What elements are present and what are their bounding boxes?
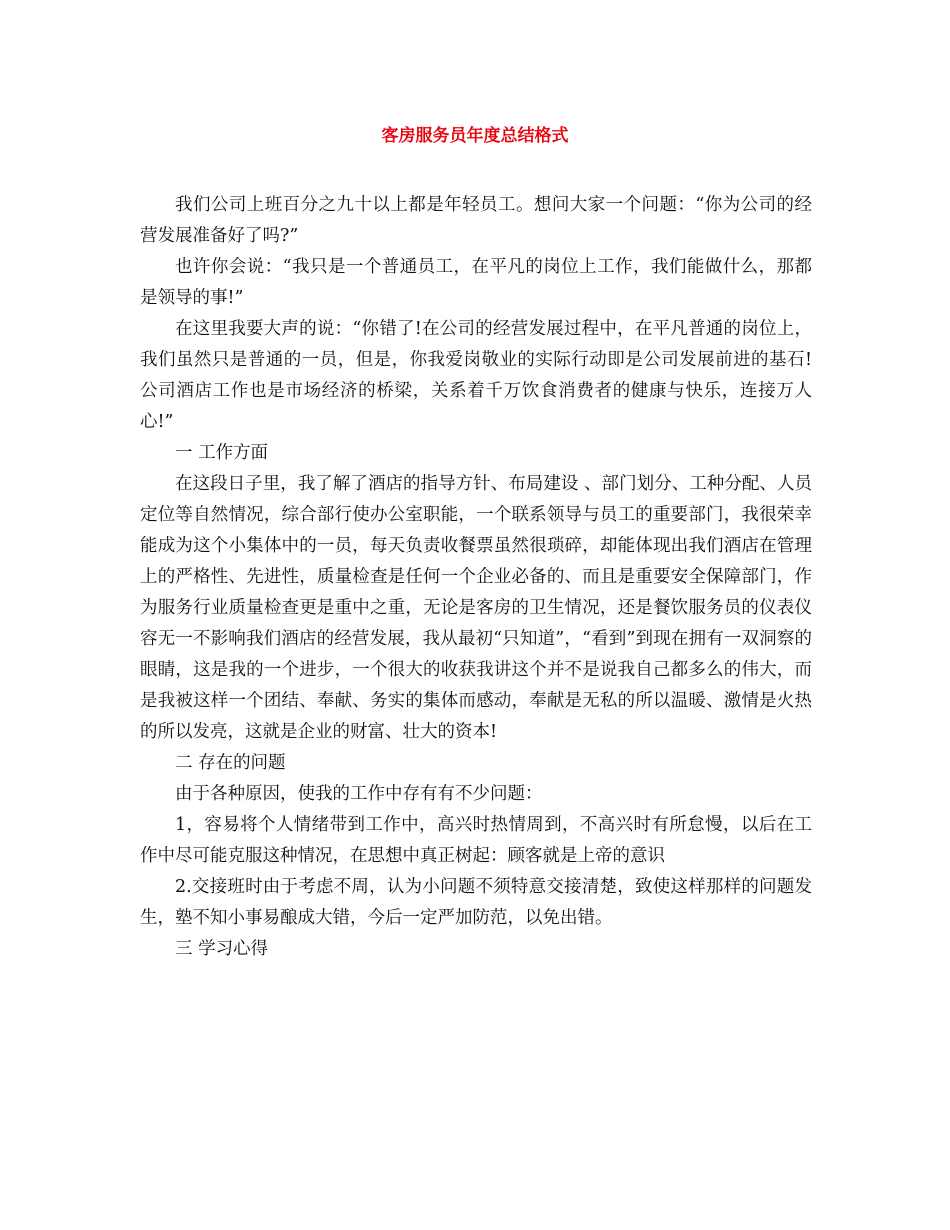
paragraph-problems-intro: 由于各种原因，使我的工作中存有有不少问题：	[175, 784, 543, 804]
document-body	[140, 190, 812, 965]
paragraph-ordinary-staff: 也许你会说：“我只是一个普通员工，在平凡的岗位上工作，我们能做什么，那都是领导的事!”	[140, 257, 812, 308]
paragraph-work-details: 在这段日子里，我了解了酒店的指导方针、布局建设 、部门划分、工种分配、人员定位等自然情况，综合部行使办公室职能，一个联系领导与员工的重要部门，我很荣幸能成为这个小集体中的一员，每天负责收餐票虽然很琐碎，却能体现出我们酒店在管理上的严格性、先进性，质量检查是任何一个企业必备的、而且是重要安全保障部门，作为服务行业质量检查更是重中之重，无论是客房的卫生情况，还是餐饮服务员的仪表仪容无一不影响我们酒店的经营发展，我从最初“只知道”，“看到”到现在拥有一双洞察的眼睛，这是我的一个进步，一个很大的收获我讲这个并不是说我自己都多么的伟大，而是我被这样一个团结、奉献、务实的集体而感动，奉献是无私的所以温暖、激情是火热的所以发亮，这就是企业的财富、壮大的资本!	[140, 474, 812, 742]
paragraph-response: 在这里我要大声的说：“你错了!在公司的经营发展过程中，在平凡普通的岗位上，我们虽然只是普通的一员，但是，你我爱岗敬业的实际行动即是公司发展前进的基石!公司酒店工作也是市场经济的桥梁，关系着千万饮食消费者的健康与快乐，连接万人心!”	[140, 319, 812, 432]
paragraph-intro: 我们公司上班百分之九十以上都是年轻员工。想问大家一个问题：“你为公司的经营发展准备好了吗?”	[140, 195, 812, 246]
section-heading-learning: 三 学习心得	[175, 939, 269, 959]
paragraph-problem-1: 1，容易将个人情绪带到工作中，高兴时热情周到，不高兴时有所怠慢，以后在工作中尽可能克服这种情况，在思想中真正树起：顾客就是上帝的意识	[140, 815, 812, 866]
paragraph-problem-2: 2.交接班时由于考虑不周，认为小问题不须特意交接清楚，致使这样那样的问题发生，塾不知小事易酿成大错，今后一定严加防范，以免出错。	[140, 877, 812, 928]
section-heading-work: 一 工作方面	[175, 443, 269, 463]
document-title: 客房服务员年度总结格式	[381, 126, 569, 146]
section-heading-problems: 二 存在的问题	[175, 753, 286, 773]
